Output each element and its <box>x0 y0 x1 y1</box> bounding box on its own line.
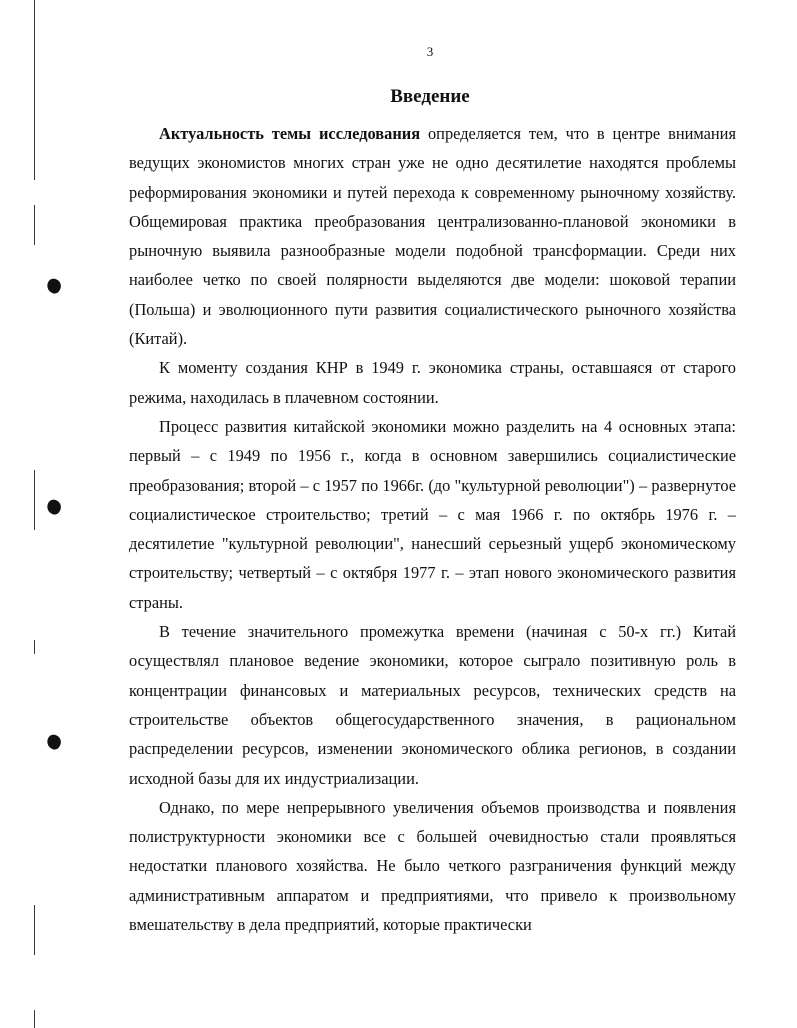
paragraph-text: Однако, по мере непрерывного увеличения объемов производства и появления полиструктурности экономики все с большей очевидностью стали проявляться недостатки планового хозяйства. Не было четкого разграничения функций между административным аппаратом и предприятиями, что привело к произвольному вмешательству в дела предприятий, которые практически <box>129 797 736 935</box>
paragraph-text: К моменту создания КНР в 1949 г. экономика страны, оставшаяся от старого режима, находилась в плачевном состоянии. <box>129 358 736 407</box>
scan-edge-line <box>34 470 35 530</box>
paragraph-text: Процесс развития китайской экономики можно разделить на 4 основных этапа: первый – с 1949 по 1956 г., когда в основном завершились социалистические преобразования; второй – с 1957 по 1966г. (до "культурной революции") – развернутое социалистическое строительство; третий – с мая 1966 г. по октябрь 1976 г. – десятилетие "культурной революции", нанесший серьезный ущерб экономическому строительству; четвертый – с октября 1977 г. – этап нового экономического развития страны. <box>129 416 736 612</box>
section-heading: Введение <box>390 86 470 107</box>
paragraph-text: определяется тем, что в центре внимания ведущих экономистов многих стран уже не одно десятилетие находятся проблемы реформирования экономики и путей перехода к современному рыночному хозяйству. Общемировая практика преобразования централизованно-плановой экономики в рыночную выявила разнообразные модели подобной трансформации. Среди них наиболее четко по своей полярности выделяются две модели: шоковой терапии (Польша) и эволюционного пути развития социалистического рыночного хозяйства (Китай). <box>129 124 736 349</box>
paragraph <box>129 412 736 617</box>
paragraph <box>129 353 736 412</box>
scan-edge-line <box>34 1010 35 1028</box>
binding-hole-mark <box>44 732 63 751</box>
paragraph-text: В течение значительного промежутка времени (начиная с 50-х гг.) Китай осуществлял плановое ведение экономики, которое сыграло позитивную роль в концентрации финансовых и материальных ресурсов, технических средств на строительстве объектов общегосударственного значения, в рациональном распределении ресурсов, изменении экономического облика регионов, в создании исходной базы для их индустриализации. <box>129 622 736 788</box>
page-number: 3 <box>426 44 434 59</box>
paragraph <box>129 617 736 793</box>
body-text <box>129 119 736 939</box>
scan-edge-line <box>34 205 35 245</box>
paragraph-lead: Актуальность темы исследования <box>159 124 421 143</box>
binding-hole-mark <box>44 276 63 295</box>
paragraph <box>129 793 736 939</box>
scan-edge-line <box>34 640 35 654</box>
binding-hole-mark <box>44 497 63 516</box>
paragraph <box>129 119 736 353</box>
scan-edge-line <box>34 905 35 955</box>
